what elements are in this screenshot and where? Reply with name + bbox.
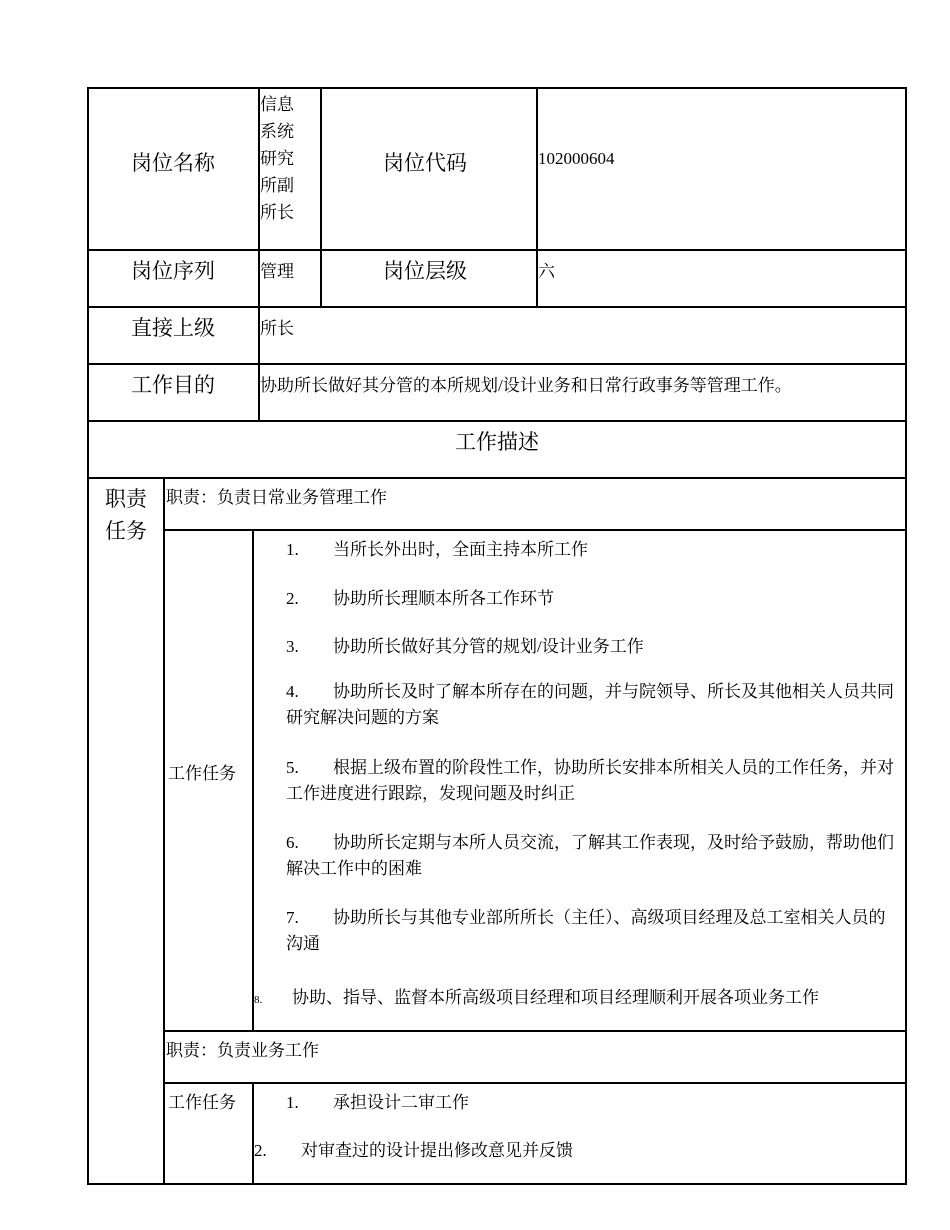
task-item: [286, 905, 896, 957]
task-item: [286, 755, 896, 807]
duties-label: 职责: [105, 487, 147, 511]
task-item: [286, 679, 896, 731]
task-item: [286, 535, 588, 560]
task-number: 2.: [286, 589, 299, 608]
task-number: 7.: [286, 908, 299, 927]
border-line: [163, 477, 165, 1185]
border-line: [163, 529, 907, 531]
task-text: 根据上级布置的阶段性工作，协助所长安排本所相关人员的工作任务，并对工作进度进行跟踪，发现问题及时纠正: [286, 758, 894, 803]
level-value: 六: [538, 262, 555, 281]
task-number: 5.: [286, 758, 299, 777]
task-item: [286, 584, 554, 609]
task-number: 3.: [286, 637, 299, 656]
duty-title: 职责：负责日常业务管理工作: [166, 488, 387, 507]
task-item: [286, 632, 644, 657]
border-line: [87, 87, 89, 1185]
border-line: [87, 87, 907, 89]
border-line: [87, 363, 907, 365]
border-line: [320, 87, 322, 308]
task-item: [286, 1088, 469, 1113]
purpose-value: 协助所长做好其分管的本所规划/设计业务和日常行政事务等管理工作。: [260, 376, 792, 395]
border-line: [87, 477, 907, 479]
task-number: 1.: [286, 1093, 299, 1112]
task-text: 协助所长理顺本所各工作环节: [333, 589, 554, 608]
task-text: 协助所长做好其分管的规划/设计业务工作: [333, 637, 644, 656]
border-line: [163, 1030, 907, 1032]
task-text: 协助所长与其他专业部所所长（主任）、高级项目经理及总工室相关人员的沟通: [286, 908, 886, 953]
duty-title: 职责：负责业务工作: [166, 1041, 319, 1060]
task-item: [254, 983, 819, 1008]
task-label: 工作任务: [168, 1093, 236, 1112]
position-name-value-line: 研究: [260, 149, 294, 168]
task-text: 对审查过的设计提出修改意见并反馈: [301, 1141, 573, 1160]
position-name-value-line: 信息: [260, 95, 294, 114]
position-name-value: [260, 91, 310, 226]
superior-value: 所长: [260, 319, 294, 338]
task-number: 6.: [286, 833, 299, 852]
description-title: 工作描述: [455, 430, 539, 454]
task-text: 协助、指导、监督本所高级项目经理和项目经理顺利开展各项业务工作: [292, 988, 819, 1007]
border-line: [163, 1082, 907, 1084]
task-number: 1.: [286, 540, 299, 559]
position-name-value-line: 所副: [260, 176, 294, 195]
position-code-label: 岗位代码: [383, 151, 467, 175]
border-line: [87, 1183, 907, 1185]
superior-label: 直接上级: [131, 316, 215, 340]
border-line: [905, 87, 907, 1185]
task-number: 2.: [254, 1141, 267, 1160]
task-text: 当所长外出时，全面主持本所工作: [333, 540, 588, 559]
task-text: 协助所长定期与本所人员交流，了解其工作表现，及时给予鼓励，帮助他们解决工作中的困难: [286, 833, 894, 878]
position-name-label: 岗位名称: [131, 151, 215, 175]
border-line: [87, 249, 907, 251]
position-name-value-line: 系统: [260, 122, 294, 141]
border-line: [87, 306, 907, 308]
level-label: 岗位层级: [383, 259, 467, 283]
position-name-value-line: 所长: [260, 203, 294, 222]
border-line: [252, 529, 254, 1032]
task-text: 承担设计二审工作: [333, 1093, 469, 1112]
task-label: 工作任务: [168, 764, 236, 783]
position-code-value: 102000604: [538, 149, 615, 168]
task-number: 8.: [254, 994, 263, 1006]
task-item: [254, 1136, 573, 1161]
task-item: [286, 830, 896, 882]
sequence-label: 岗位序列: [131, 259, 215, 283]
purpose-label: 工作目的: [131, 373, 215, 397]
sequence-value: 管理: [260, 262, 294, 281]
task-text: 协助所长及时了解本所存在的问题，并与院领导、所长及其他相关人员共同研究解决问题的方案: [286, 682, 894, 727]
duties-label: 任务: [105, 519, 147, 543]
task-number: 4.: [286, 682, 299, 701]
border-line: [87, 420, 907, 422]
border-line: [252, 1082, 254, 1185]
